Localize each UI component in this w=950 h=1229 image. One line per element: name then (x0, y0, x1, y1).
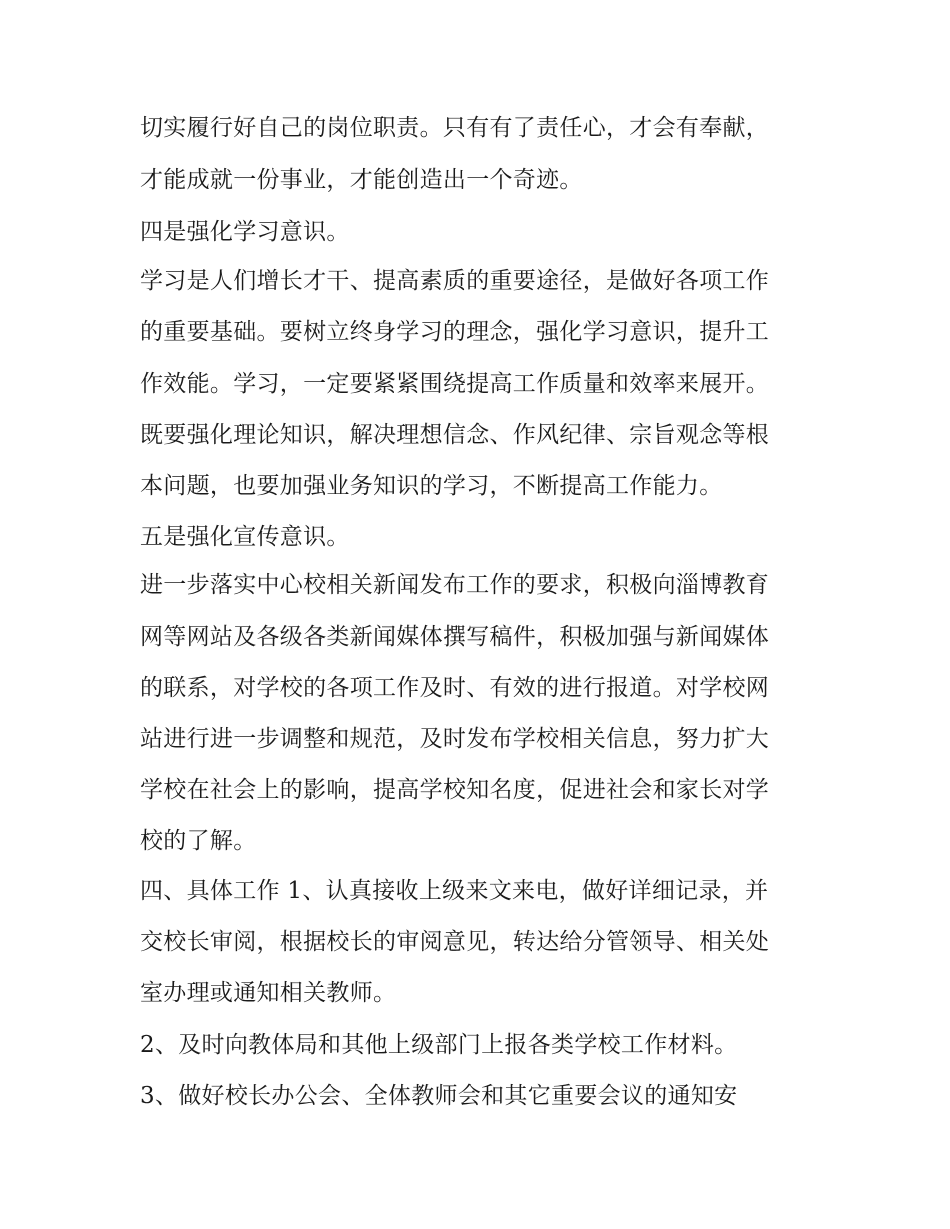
text-line: 校的了解。 (140, 828, 257, 854)
text-line: 切实履行好自己的岗位职责。只有有了责任心，才会有奉献， (140, 115, 770, 141)
text-line: 作效能。学习，一定要紧紧围绕提高工作质量和效率来展开。 (140, 371, 770, 397)
text-line: 交校长审阅，根据校长的审阅意见，转达给分管领导、相关处 (140, 929, 770, 955)
text-line: 网等网站及各级各类新闻媒体撰写稿件，积极加强与新闻媒体 (140, 624, 770, 650)
text-line: 的重要基础。要树立终身学习的理念，强化学习意识，提升工 (140, 319, 770, 345)
section-heading: 五是强化宣传意识。 (140, 524, 350, 550)
text-line: 本问题，也要加强业务知识的学习，不断提高工作能力。 (140, 473, 723, 499)
text-line: 进一步落实中心校相关新闻发布工作的要求，积极向淄博教育 (140, 572, 770, 598)
text-line: 室办理或通知相关教师。 (140, 980, 397, 1006)
text-line: 四、具体工作 1、认真接收上级来文来电，做好详细记录，并 (140, 878, 769, 904)
text-line: 3、做好校长办公会、全体教师会和其它重要会议的通知安 (140, 1083, 738, 1109)
text-line: 站进行进一步调整和规范，及时发布学校相关信息，努力扩大 (140, 726, 770, 752)
text-line: 学校在社会上的影响，提高学校知名度，促进社会和家长对学 (140, 777, 770, 803)
section-heading: 四是强化学习意识。 (140, 219, 350, 245)
text-line: 既要强化理论知识，解决理想信念、作风纪律、宗旨观念等根 (140, 422, 770, 448)
text-line: 2、及时向教体局和其他上级部门上报各类学校工作材料。 (140, 1032, 738, 1058)
text-line: 的联系，对学校的各项工作及时、有效的进行报道。对学校网 (140, 675, 770, 701)
text-line: 学习是人们增长才干、提高素质的重要途径，是做好各项工作 (140, 268, 770, 294)
text-line: 才能成就一份事业，才能创造出一个奇迹。 (140, 167, 583, 193)
